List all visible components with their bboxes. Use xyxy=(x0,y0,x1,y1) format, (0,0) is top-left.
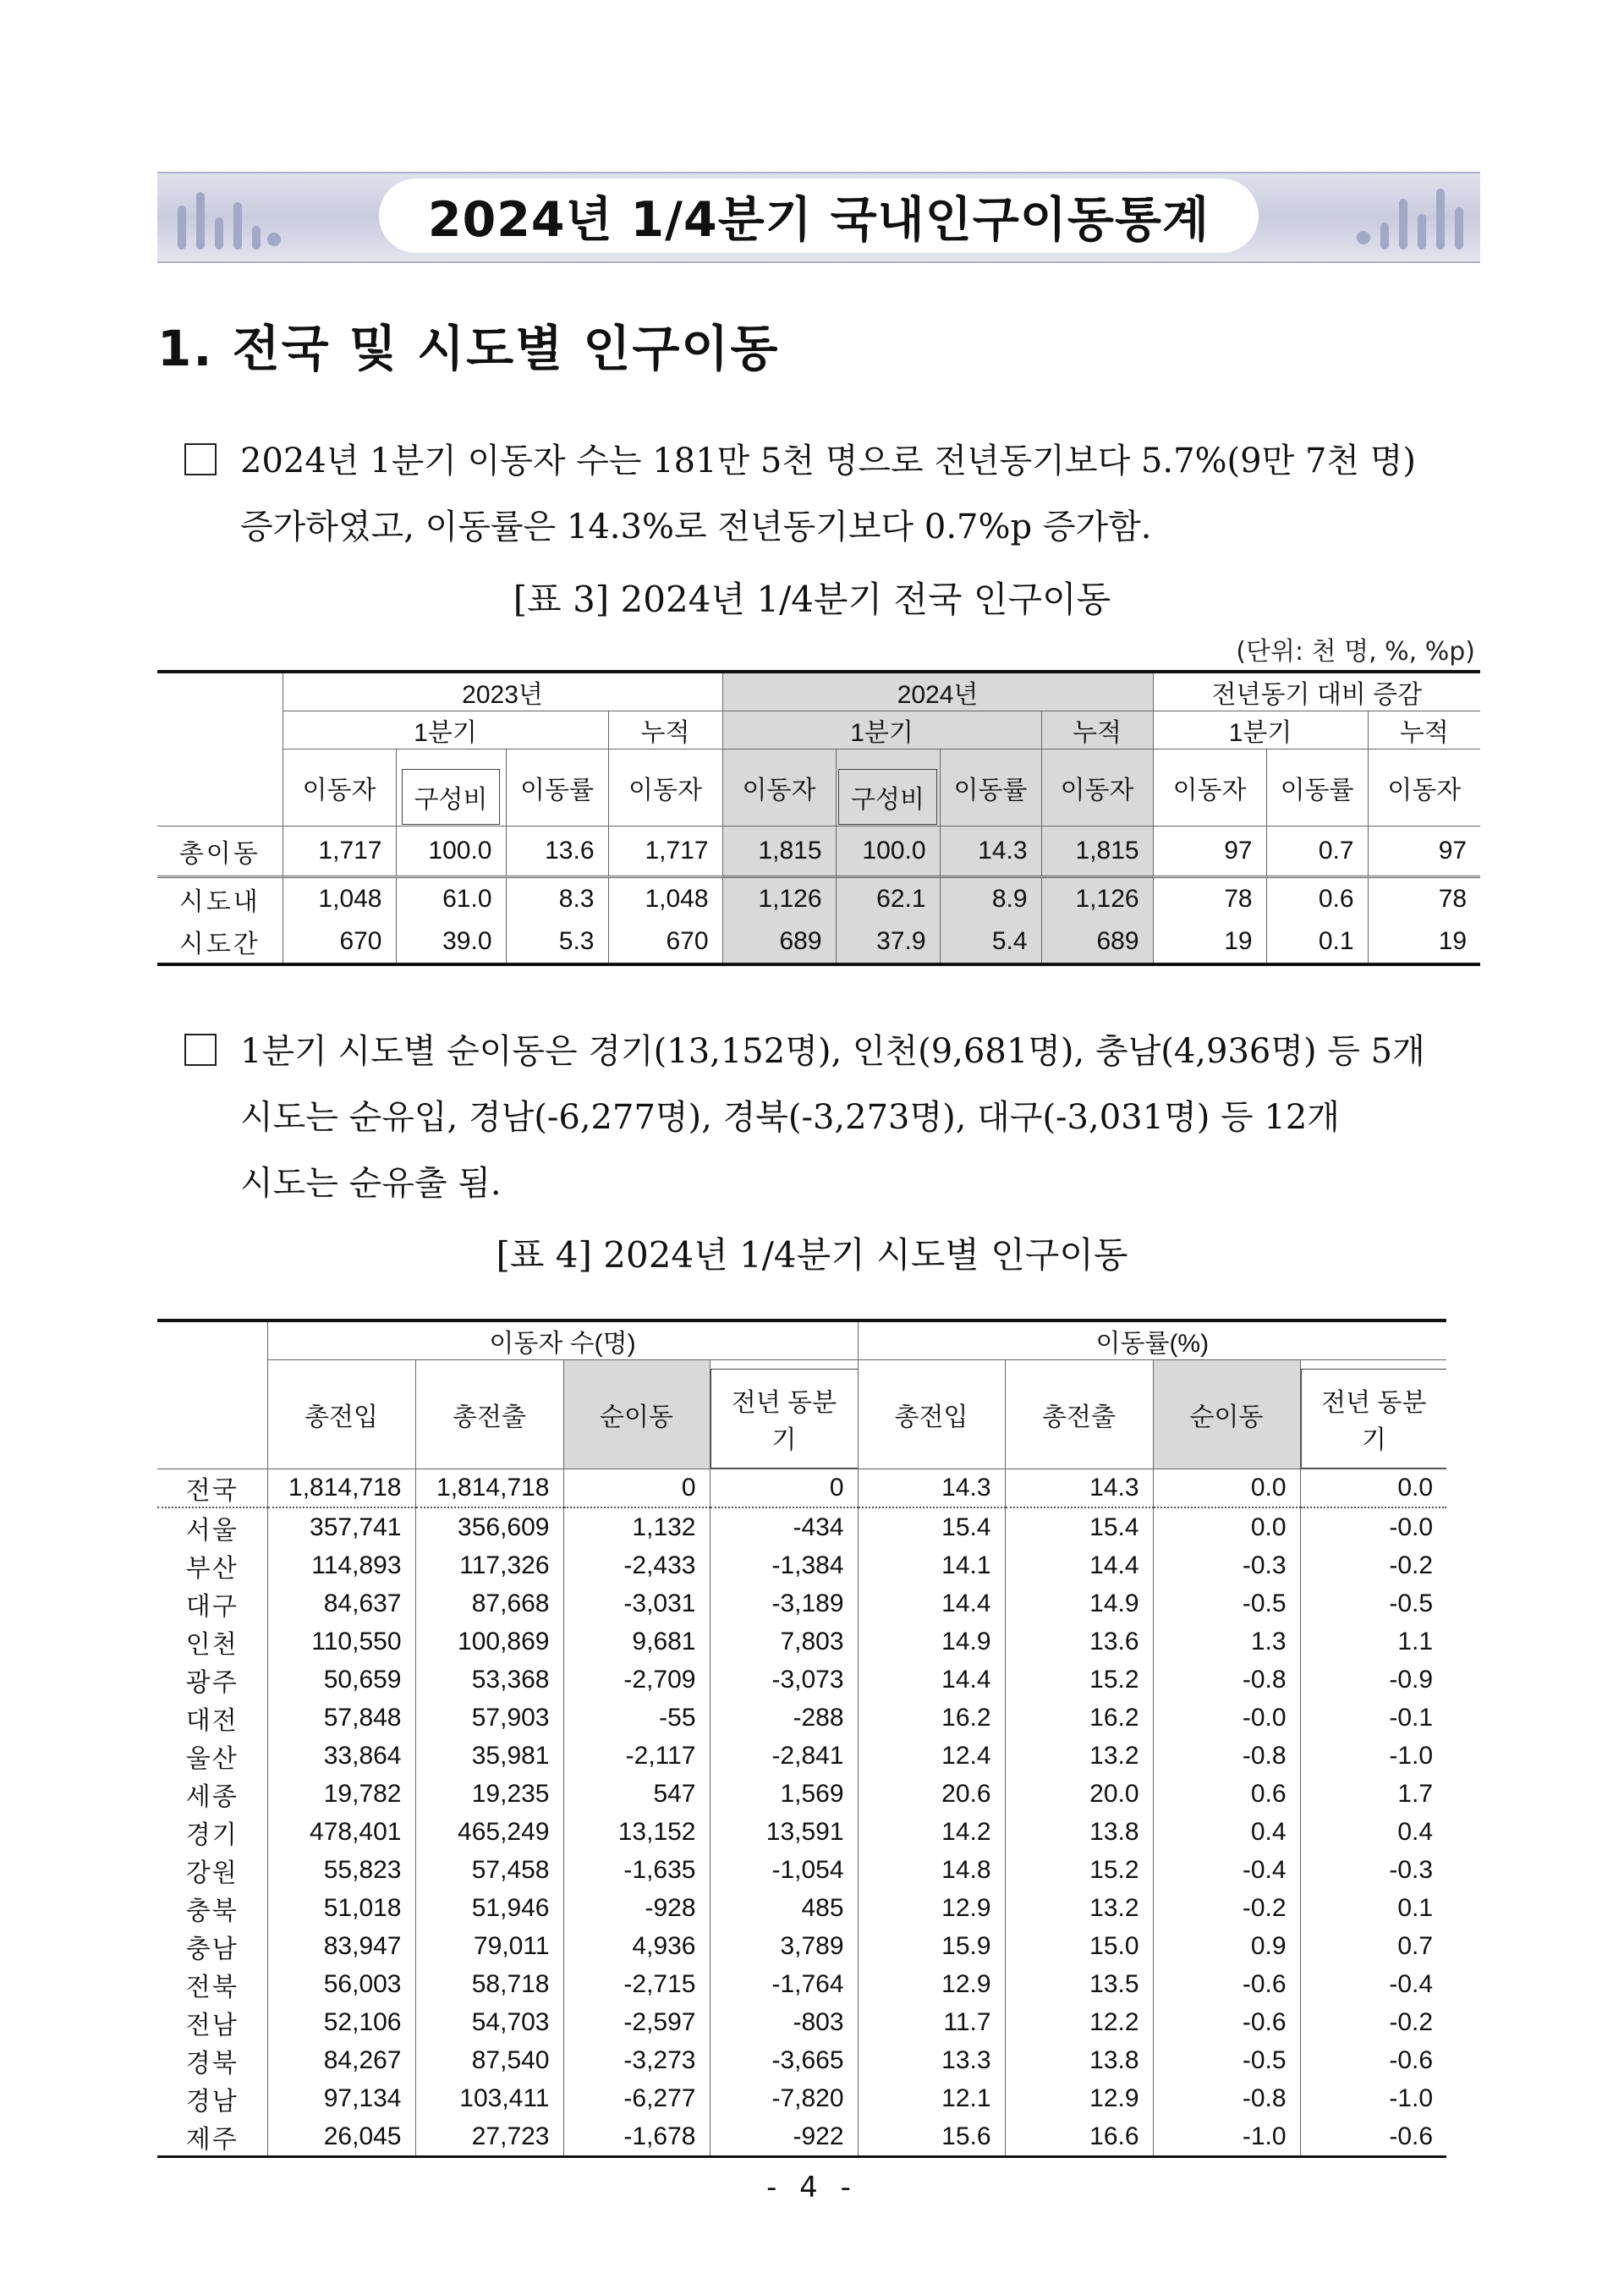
table-cell: -1.0 xyxy=(1153,2117,1300,2157)
column-header: 이동자 xyxy=(283,749,396,826)
table-cell: 1.7 xyxy=(1300,1775,1446,1813)
table-cell: 1,814,718 xyxy=(267,1469,415,1508)
table-row xyxy=(157,877,1480,921)
table-cell: 114,893 xyxy=(267,1546,415,1584)
table-cell: 1,126 xyxy=(1041,877,1153,921)
table-cell: -288 xyxy=(710,1699,858,1737)
group-header: 2023년 xyxy=(283,672,722,711)
column-header: 이동자 xyxy=(1041,749,1153,826)
table-cell: 61.0 xyxy=(396,877,506,921)
table-cell: 97,134 xyxy=(267,2079,415,2117)
table-cell: 0.4 xyxy=(1153,1813,1300,1851)
table-cell: 0 xyxy=(563,1469,710,1508)
table-cell: 14.8 xyxy=(858,1851,1005,1889)
table-cell: -0.0 xyxy=(1300,1507,1446,1546)
table-cell: 100,869 xyxy=(415,1622,563,1661)
table-cell: 14.4 xyxy=(1005,1546,1153,1584)
table-cell: 14.9 xyxy=(858,1622,1005,1661)
table-cell: 547 xyxy=(563,1775,710,1813)
table-cell: -2,597 xyxy=(563,2003,710,2041)
group-header: 2024년 xyxy=(722,672,1153,711)
table-cell: -0.6 xyxy=(1300,2041,1446,2079)
table-cell: 87,668 xyxy=(415,1584,563,1622)
table-cell: 1,815 xyxy=(722,826,836,877)
table-cell: 87,540 xyxy=(415,2041,563,2079)
table-cell: 1,048 xyxy=(283,877,396,921)
table-cell: -55 xyxy=(563,1699,710,1737)
row-label: 경남 xyxy=(185,2087,239,2116)
table-cell: 15.2 xyxy=(1005,1661,1153,1699)
row-label: 충남 xyxy=(185,1935,239,1963)
table-cell: -1,635 xyxy=(563,1851,710,1889)
table-cell: 1,815 xyxy=(1041,826,1153,877)
table-cell: -928 xyxy=(563,1889,710,1927)
table-cell: 27,723 xyxy=(415,2117,563,2157)
table-cell: 110,550 xyxy=(267,1622,415,1661)
table-cell: 0.1 xyxy=(1300,1889,1446,1927)
table-cell: 37.9 xyxy=(836,920,940,964)
table-row xyxy=(157,1965,1446,2003)
table-cell: 12.9 xyxy=(1005,2079,1153,2117)
table-cell: 1.1 xyxy=(1300,1622,1446,1661)
table-cell: 62.1 xyxy=(836,877,940,921)
row-label: 서울 xyxy=(185,1516,239,1545)
table-cell: 5.4 xyxy=(940,920,1041,964)
para2-line3: 시도는 순유출 됨. xyxy=(240,1164,502,1203)
table-cell: 15.6 xyxy=(858,2117,1005,2157)
row-label: 강원 xyxy=(185,1859,239,1887)
sub-group-header: 누적 xyxy=(1368,711,1480,749)
table-cell: -3,665 xyxy=(710,2041,858,2079)
table-cell: -1,764 xyxy=(710,1965,858,2003)
table-row xyxy=(157,1622,1446,1661)
table-cell: 465,249 xyxy=(415,1813,563,1851)
table-cell: 79,011 xyxy=(415,1927,563,1965)
table-cell: 15.4 xyxy=(1005,1507,1153,1546)
table-cell: 52,106 xyxy=(267,2003,415,2041)
table-cell: 12.9 xyxy=(858,1965,1005,2003)
bar-decoration-icon xyxy=(1340,180,1475,255)
row-label: 부산 xyxy=(185,1554,239,1583)
table-cell: 11.7 xyxy=(858,2003,1005,2041)
table-cell: 33,864 xyxy=(267,1737,415,1775)
table-cell: 84,637 xyxy=(267,1584,415,1622)
table-row xyxy=(157,1546,1446,1584)
table-cell: 0.7 xyxy=(1266,826,1368,877)
table-cell: -0.2 xyxy=(1300,1546,1446,1584)
table3-unit: (단위: 천 명, %, %p) xyxy=(1236,637,1475,667)
column-header: 이동률 xyxy=(506,749,608,826)
table-cell: 16.2 xyxy=(858,1699,1005,1737)
table-cell: 1.3 xyxy=(1153,1622,1300,1661)
table3-caption: [표 3] 2024년 1/4분기 전국 인구이동 xyxy=(513,579,1111,620)
table-cell: -1.0 xyxy=(1300,1737,1446,1775)
table-cell: -0.1 xyxy=(1300,1699,1446,1737)
table-cell: 100.0 xyxy=(396,826,506,877)
table-cell: 51,946 xyxy=(415,1889,563,1927)
table-cell: -434 xyxy=(710,1507,858,1546)
table-cell: 0.6 xyxy=(1266,877,1368,921)
table-cell: 83,947 xyxy=(267,1927,415,1965)
table-cell: 670 xyxy=(608,920,722,964)
national-migration-table xyxy=(157,670,1480,966)
table-cell: -0.3 xyxy=(1300,1851,1446,1889)
row-label: 제주 xyxy=(185,2125,239,2154)
table-cell: 0.1 xyxy=(1266,920,1368,964)
table-cell: 13.8 xyxy=(1005,2041,1153,2079)
summary-paragraph-2 xyxy=(184,1018,1479,1216)
column-header: 구성비 xyxy=(396,749,506,826)
group-header: 전년동기 대비 증감 xyxy=(1153,672,1480,711)
table-cell: 15.2 xyxy=(1005,1851,1153,1889)
column-header: 구성비 xyxy=(836,749,940,826)
table-cell: 689 xyxy=(1041,920,1153,964)
table-cell: -0.6 xyxy=(1153,2003,1300,2041)
table-cell: -1.0 xyxy=(1300,2079,1446,2117)
table-cell: 19,782 xyxy=(267,1775,415,1813)
row-label: 시도간 xyxy=(178,931,261,958)
checkbox-bullet-icon xyxy=(184,1034,217,1066)
table-cell: 58,718 xyxy=(415,1965,563,2003)
para2-line2: 시도는 순유입, 경남(-6,277명), 경북(-3,273명), 대구(-3,031명) 등 12개 xyxy=(240,1098,1340,1137)
table-cell: 8.3 xyxy=(506,877,608,921)
sub-group-header: 누적 xyxy=(1041,711,1153,749)
table-cell: 55,823 xyxy=(267,1851,415,1889)
banner-title: 2024년 1/4분기 국내인구이동통계 xyxy=(427,192,1210,248)
row-label: 전남 xyxy=(185,2011,239,2040)
table-cell: -803 xyxy=(710,2003,858,2041)
table-cell: -2,715 xyxy=(563,1965,710,2003)
row-label: 경북 xyxy=(185,2049,239,2078)
table-cell: -0.9 xyxy=(1300,1661,1446,1699)
table-cell: 20.6 xyxy=(858,1775,1005,1813)
column-header: 이동자 xyxy=(608,749,722,826)
table-row xyxy=(157,1469,1446,1508)
table-cell: 485 xyxy=(710,1889,858,1927)
table-cell: 0.7 xyxy=(1300,1927,1446,1965)
table-cell: -2,841 xyxy=(710,1737,858,1775)
table-cell: 7,803 xyxy=(710,1622,858,1661)
table-cell: 14.4 xyxy=(858,1584,1005,1622)
table-cell: 3,789 xyxy=(710,1927,858,1965)
row-label: 세종 xyxy=(185,1782,239,1811)
table-cell: 1,717 xyxy=(283,826,396,877)
table-cell: 15.9 xyxy=(858,1927,1005,1965)
table-cell: 5.3 xyxy=(506,920,608,964)
table-cell: 13,152 xyxy=(563,1813,710,1851)
table-row xyxy=(157,1737,1446,1775)
table-cell: 50,659 xyxy=(267,1661,415,1699)
table-row xyxy=(157,1851,1446,1889)
table-cell: 356,609 xyxy=(415,1507,563,1546)
column-header: 총전입 xyxy=(858,1360,1005,1469)
row-label: 시도내 xyxy=(178,888,261,916)
row-label: 전국 xyxy=(157,1469,267,1508)
table-cell: 14.3 xyxy=(858,1469,1005,1508)
table-cell: -3,073 xyxy=(710,1661,858,1699)
table-cell: -922 xyxy=(710,2117,858,2157)
table-row xyxy=(157,1507,1446,1546)
para2-line1: 1분기 시도별 순이동은 경기(13,152명), 인천(9,681명), 충남(4,936명) 등 5개 xyxy=(240,1032,1425,1071)
table-cell: -7,820 xyxy=(710,2079,858,2117)
table-cell: 53,368 xyxy=(415,1661,563,1699)
table-row xyxy=(157,826,1480,877)
row-label: 충북 xyxy=(185,1897,239,1925)
row-label: 대구 xyxy=(185,1592,239,1621)
table-cell: -0.6 xyxy=(1300,2117,1446,2157)
column-header: 전년 동분기 xyxy=(710,1360,858,1469)
table-cell: -2,433 xyxy=(563,1546,710,1584)
table-cell: 35,981 xyxy=(415,1737,563,1775)
table-cell: 97 xyxy=(1153,826,1266,877)
table-cell: 57,903 xyxy=(415,1699,563,1737)
table-row xyxy=(157,1775,1446,1813)
table-row xyxy=(157,2117,1446,2157)
table-cell: 1,717 xyxy=(608,826,722,877)
column-header: 총전입 xyxy=(267,1360,415,1469)
group-header: 이동률(%) xyxy=(858,1320,1446,1360)
table-cell: 14.2 xyxy=(858,1813,1005,1851)
row-label: 대전 xyxy=(185,1706,239,1735)
table-cell: 19 xyxy=(1368,920,1480,964)
table-cell: 0 xyxy=(710,1469,858,1508)
table-cell: -3,189 xyxy=(710,1584,858,1622)
table-row xyxy=(157,2003,1446,2041)
table-cell: 1,048 xyxy=(608,877,722,921)
table-cell: 14.9 xyxy=(1005,1584,1153,1622)
table-cell: -0.8 xyxy=(1153,1737,1300,1775)
row-label: 광주 xyxy=(185,1668,239,1697)
table-cell: 57,848 xyxy=(267,1699,415,1737)
table-cell: 14.4 xyxy=(858,1661,1005,1699)
page-number: - 4 - xyxy=(766,2171,858,2204)
para1-line1: 2024년 1분기 이동자 수는 181만 5천 명으로 전년동기보다 5.7%(9만 7천 명) xyxy=(240,442,1417,480)
table4-caption: [표 4] 2024년 1/4분기 시도별 인구이동 xyxy=(496,1234,1128,1276)
table-cell: -0.2 xyxy=(1153,1889,1300,1927)
regional-migration-table xyxy=(157,1319,1446,2158)
row-label: 울산 xyxy=(185,1744,239,1773)
column-header: 이동률 xyxy=(940,749,1041,826)
table-cell: 12.2 xyxy=(1005,2003,1153,2041)
table-cell: -0.5 xyxy=(1153,1584,1300,1622)
table-cell: -0.3 xyxy=(1153,1546,1300,1584)
table-cell: 12.4 xyxy=(858,1737,1005,1775)
table-cell: 0.4 xyxy=(1300,1813,1446,1851)
table-cell: 0.9 xyxy=(1153,1927,1300,1965)
table-cell: 57,458 xyxy=(415,1851,563,1889)
column-header: 순이동 xyxy=(1153,1360,1300,1469)
table-cell: 14.1 xyxy=(858,1546,1005,1584)
table-cell: 26,045 xyxy=(267,2117,415,2157)
title-banner xyxy=(157,172,1480,263)
column-header: 이동자 xyxy=(722,749,836,826)
column-header: 총전출 xyxy=(1005,1360,1153,1469)
table-cell: -1,054 xyxy=(710,1851,858,1889)
bar-decoration-icon xyxy=(162,180,298,255)
table-cell: -0.0 xyxy=(1153,1699,1300,1737)
column-header: 전년 동분기 xyxy=(1300,1360,1446,1469)
table-cell: 0.0 xyxy=(1153,1469,1300,1508)
table-cell: 357,741 xyxy=(267,1507,415,1546)
column-header: 순이동 xyxy=(563,1360,710,1469)
table-cell: -0.4 xyxy=(1153,1851,1300,1889)
table-cell: 15.0 xyxy=(1005,1927,1153,1965)
table-row xyxy=(157,1699,1446,1737)
table-cell: 13.3 xyxy=(858,2041,1005,2079)
table-cell: 19,235 xyxy=(415,1775,563,1813)
row-label: 경기 xyxy=(185,1820,239,1849)
banner-title-pill xyxy=(379,178,1259,253)
table-cell: 12.1 xyxy=(858,2079,1005,2117)
table-cell: -0.8 xyxy=(1153,1661,1300,1699)
table-cell: 54,703 xyxy=(415,2003,563,2041)
table-cell: 478,401 xyxy=(267,1813,415,1851)
table-cell: 14.3 xyxy=(940,826,1041,877)
table-cell: 0.0 xyxy=(1300,1469,1446,1508)
checkbox-bullet-icon xyxy=(184,443,217,475)
table-cell: -2,709 xyxy=(563,1661,710,1699)
table-cell: 20.0 xyxy=(1005,1775,1153,1813)
table-row xyxy=(157,1584,1446,1622)
table-cell: 51,018 xyxy=(267,1889,415,1927)
table-cell: 100.0 xyxy=(836,826,940,877)
sub-group-header: 1분기 xyxy=(283,711,608,749)
table-cell: 97 xyxy=(1368,826,1480,877)
table-cell: 78 xyxy=(1368,877,1480,921)
table-cell: -0.5 xyxy=(1300,1584,1446,1622)
table-cell: -2,117 xyxy=(563,1737,710,1775)
table-cell: -6,277 xyxy=(563,2079,710,2117)
table-cell: -0.6 xyxy=(1153,1965,1300,2003)
table-cell: 13.6 xyxy=(1005,1622,1153,1661)
table-cell: 4,936 xyxy=(563,1927,710,1965)
para1-line2: 증가하였고, 이동률은 14.3%로 전년동기보다 0.7%p 증가함. xyxy=(240,508,1152,546)
table-row xyxy=(157,2079,1446,2117)
table-cell: -0.2 xyxy=(1300,2003,1446,2041)
table-cell: 670 xyxy=(283,920,396,964)
table-cell: -1,384 xyxy=(710,1546,858,1584)
table-cell: 19 xyxy=(1153,920,1266,964)
table-cell: 103,411 xyxy=(415,2079,563,2117)
stub-header xyxy=(157,1320,267,1469)
table-cell: 13.2 xyxy=(1005,1889,1153,1927)
table-cell: 13.8 xyxy=(1005,1813,1153,1851)
sub-group-header: 1분기 xyxy=(1153,711,1368,749)
column-header: 이동자 xyxy=(1368,749,1480,826)
table-cell: 78 xyxy=(1153,877,1266,921)
summary-paragraph-1 xyxy=(184,428,1479,560)
table-row xyxy=(157,1889,1446,1927)
table-cell: -1,678 xyxy=(563,2117,710,2157)
table-cell: 0.0 xyxy=(1153,1507,1300,1546)
table-cell: 12.9 xyxy=(858,1889,1005,1927)
table-cell: -3,031 xyxy=(563,1584,710,1622)
table-row xyxy=(157,920,1480,964)
table-cell: 39.0 xyxy=(396,920,506,964)
table-cell: 1,132 xyxy=(563,1507,710,1546)
table-cell: 117,326 xyxy=(415,1546,563,1584)
table-cell: 13.5 xyxy=(1005,1965,1153,2003)
table-cell: 9,681 xyxy=(563,1622,710,1661)
row-label: 전북 xyxy=(185,1973,239,2001)
row-label: 인천 xyxy=(185,1630,239,1659)
table-cell: 84,267 xyxy=(267,2041,415,2079)
table-cell: 0.6 xyxy=(1153,1775,1300,1813)
group-header: 이동자 수(명) xyxy=(267,1320,858,1360)
table-row xyxy=(157,1813,1446,1851)
table-cell: 14.3 xyxy=(1005,1469,1153,1508)
table-cell: 56,003 xyxy=(267,1965,415,2003)
table-cell: 13,591 xyxy=(710,1813,858,1851)
stub-header xyxy=(157,672,283,826)
row-label: 총이동 xyxy=(157,826,283,877)
table-cell: 1,126 xyxy=(722,877,836,921)
sub-group-header: 1분기 xyxy=(722,711,1041,749)
table-cell: 1,814,718 xyxy=(415,1469,563,1508)
table-cell: 8.9 xyxy=(940,877,1041,921)
column-header: 이동자 xyxy=(1153,749,1266,826)
table-cell: 16.2 xyxy=(1005,1699,1153,1737)
table-cell: 1,569 xyxy=(710,1775,858,1813)
section-title: 1. 전국 및 시도별 인구이동 xyxy=(157,320,780,377)
table-cell: -3,273 xyxy=(563,2041,710,2079)
table-cell: -0.8 xyxy=(1153,2079,1300,2117)
table-row xyxy=(157,1927,1446,1965)
column-header: 이동률 xyxy=(1266,749,1368,826)
table-cell: -0.4 xyxy=(1300,1965,1446,2003)
sub-group-header: 누적 xyxy=(608,711,722,749)
table-cell: 16.6 xyxy=(1005,2117,1153,2157)
table-cell: 13.2 xyxy=(1005,1737,1153,1775)
table-row xyxy=(157,2041,1446,2079)
table-cell: -0.5 xyxy=(1153,2041,1300,2079)
table-cell: 15.4 xyxy=(858,1507,1005,1546)
table-cell: 689 xyxy=(722,920,836,964)
table-cell: 13.6 xyxy=(506,826,608,877)
column-header: 총전출 xyxy=(415,1360,563,1469)
table-row xyxy=(157,1661,1446,1699)
